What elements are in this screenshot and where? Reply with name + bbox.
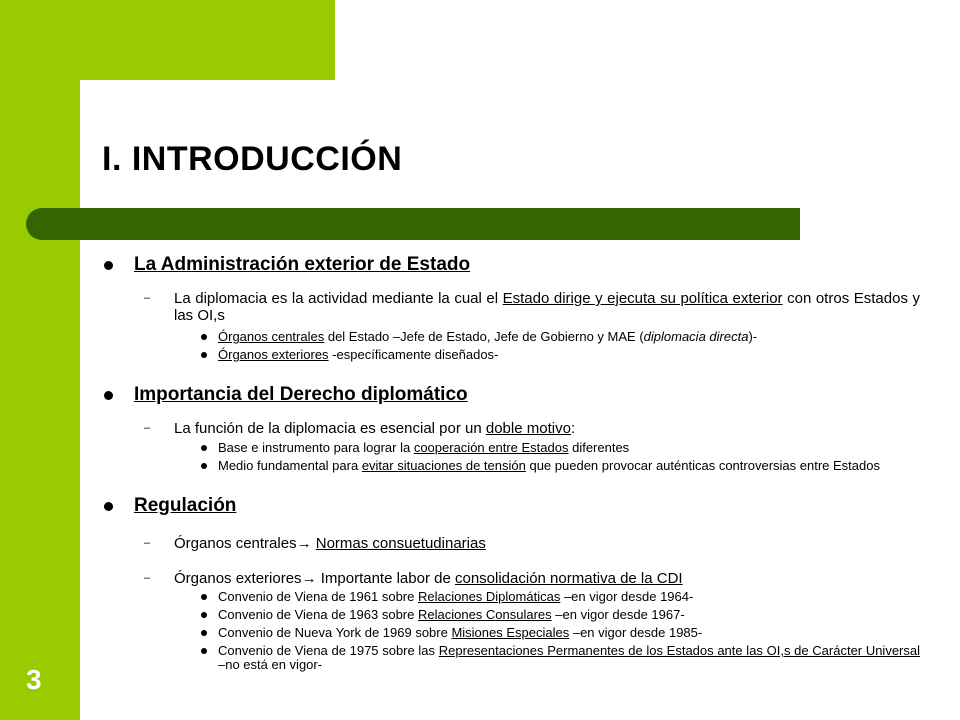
decorative-green-top-block: [0, 0, 335, 80]
slide-title: I. INTRODUCCIÓN: [102, 140, 403, 178]
sub-list-item: Órganos centrales del Estado –Jefe de Estado, Jefe de Gobierno y MAE (diplomacia directa)-: [100, 330, 920, 344]
list-item: – La diplomacia es la actividad mediante la cual el Estado dirige y ejecuta su política exterior con otros Estados y las OI,s: [100, 290, 920, 324]
list-item: – Órganos exteriores→ Importante labor de consolidación normativa de la CDI: [100, 570, 920, 587]
title-underline-bar: [26, 208, 800, 240]
slide-content: [100, 250, 920, 672]
sub-list-item: Medio fundamental para evitar situaciones de tensión que pueden provocar auténticas controversias entre Estados: [100, 459, 920, 473]
arrow-right-icon: →: [301, 570, 317, 587]
section-heading-administracion: La Administración exterior de Estado: [100, 250, 920, 280]
sub-list-item: Convenio de Viena de 1963 sobre Relaciones Consulares –en vigor desde 1967-: [100, 608, 920, 622]
list-item: – Órganos centrales→ Normas consuetudinarias: [100, 535, 920, 552]
arrow-right-icon: →: [296, 535, 312, 552]
underlined-term: Estado dirige y ejecuta su política exterior: [502, 290, 783, 307]
decorative-green-sidebar: [0, 0, 80, 720]
sub-list-item: Convenio de Viena de 1975 sobre las Representaciones Permanentes de los Estados ante las OI,s de Carácter Universal –no está en vigor-: [100, 644, 920, 672]
decorative-rounded-corner: [80, 80, 140, 140]
sub-list-item: Convenio de Nueva York de 1969 sobre Misiones Especiales –en vigor desde 1985-: [100, 626, 920, 640]
sub-list-item: Órganos exteriores -específicamente diseñados-: [100, 348, 920, 362]
section-heading-importancia: Importancia del Derecho diplomático: [100, 380, 920, 410]
sub-list-item: Base e instrumento para lograr la cooperación entre Estados diferentes: [100, 441, 920, 455]
slide-number: 3: [26, 664, 42, 695]
section-heading-regulacion: Regulación: [100, 491, 920, 521]
sub-list-item: Convenio de Viena de 1961 sobre Relaciones Diplomáticas –en vigor desde 1964-: [100, 590, 920, 604]
list-item: – La función de la diplomacia es esencial por un doble motivo:: [100, 420, 920, 437]
